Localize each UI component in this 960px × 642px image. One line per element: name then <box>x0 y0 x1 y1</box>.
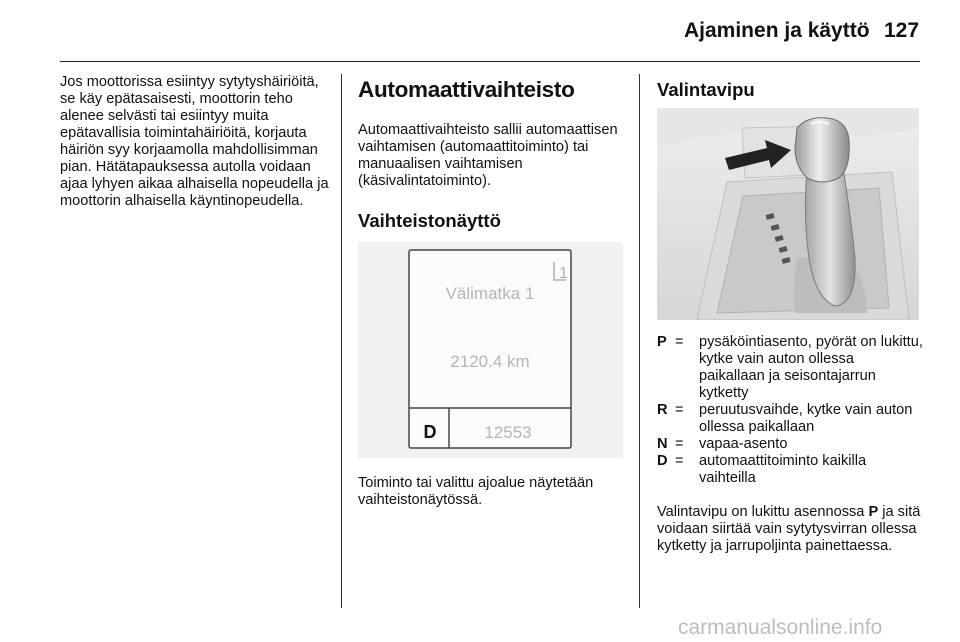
display-trip-label: Välimatka 1 <box>445 284 535 303</box>
display-distance: 2120.4 km <box>450 352 530 371</box>
column-divider-2 <box>639 74 640 608</box>
display-gear: D <box>423 422 437 442</box>
definition-text: automaattitoiminto kaikilla vaihteilla <box>699 453 867 486</box>
definition-r <box>657 402 923 436</box>
automatic-transmission-intro: Automaattivaihteisto sallii automaattisen vaihtamisen (automaattitoiminto) tai manuaalisen vaihtamisen (käsivalintatoiminto). <box>358 122 618 189</box>
definition-text: pysäköintiasento, pyörät on lukittu, kytke vain auton ollessa paikallaan ja seisontajarrun kytketty <box>699 334 923 401</box>
definition-text: peruutusvaihde, kytke vain auton ollessa paikallaan <box>699 402 913 435</box>
heading-transmission-display: Vaihteistonäyttö <box>358 210 501 231</box>
column-divider-1 <box>341 74 342 608</box>
definition-d <box>657 453 923 487</box>
display-odometer: 12553 <box>484 423 532 442</box>
transmission-display-figure <box>358 242 623 458</box>
lever-lock-note <box>657 504 923 555</box>
misfire-paragraph: Jos moottorissa esiintyy sytytyshäiriöitä, se käy epätasaisesti, moottorin teho alenee selvästi tai esiintyy muita epätavallisia toimintahäiriöitä, korjauta häiriön syy korjaamolla mahdollisimman pian. Hätätapauksessa autolla voidaan ajaa lyhyen aikaa alhaisella nopeudella ja moottorin alhaisella käyntinopeudella. <box>60 74 329 209</box>
heading-selector-lever: Valintavipu <box>657 79 755 100</box>
definition-equals: = <box>675 402 684 418</box>
section-title: Ajaminen ja käyttö <box>684 19 870 42</box>
note-text-after: ja sitä voidaan siirtää vain sytytysvirran ollessa kytketty ja jarrupoljinta painettaessa. <box>657 504 921 554</box>
page-number: 127 <box>884 19 920 42</box>
definition-equals: = <box>675 334 684 350</box>
definition-equals: = <box>675 436 684 452</box>
page-header <box>0 0 960 62</box>
header-rule <box>60 61 920 62</box>
definition-text: vapaa-asento <box>699 436 788 452</box>
definition-key: N <box>657 436 668 452</box>
heading-automatic-transmission: Automaattivaihteisto <box>358 77 575 102</box>
definition-key: P <box>657 334 667 350</box>
definition-p <box>657 334 923 402</box>
definition-equals: = <box>675 453 684 469</box>
definition-key: R <box>657 402 668 418</box>
trip-indicator-number: 1 <box>559 265 568 282</box>
gear-definitions <box>657 334 923 487</box>
definition-n <box>657 436 923 453</box>
note-key: P <box>868 504 879 520</box>
definition-key: D <box>657 453 668 469</box>
selector-lever-figure <box>657 108 919 320</box>
display-caption: Toiminto tai valittu ajoalue näytetään vaihteistonäytössä. <box>358 475 594 508</box>
watermark: carmanualsonline.info <box>678 616 883 639</box>
note-text-before: Valintavipu on lukittu asennossa <box>657 504 869 520</box>
